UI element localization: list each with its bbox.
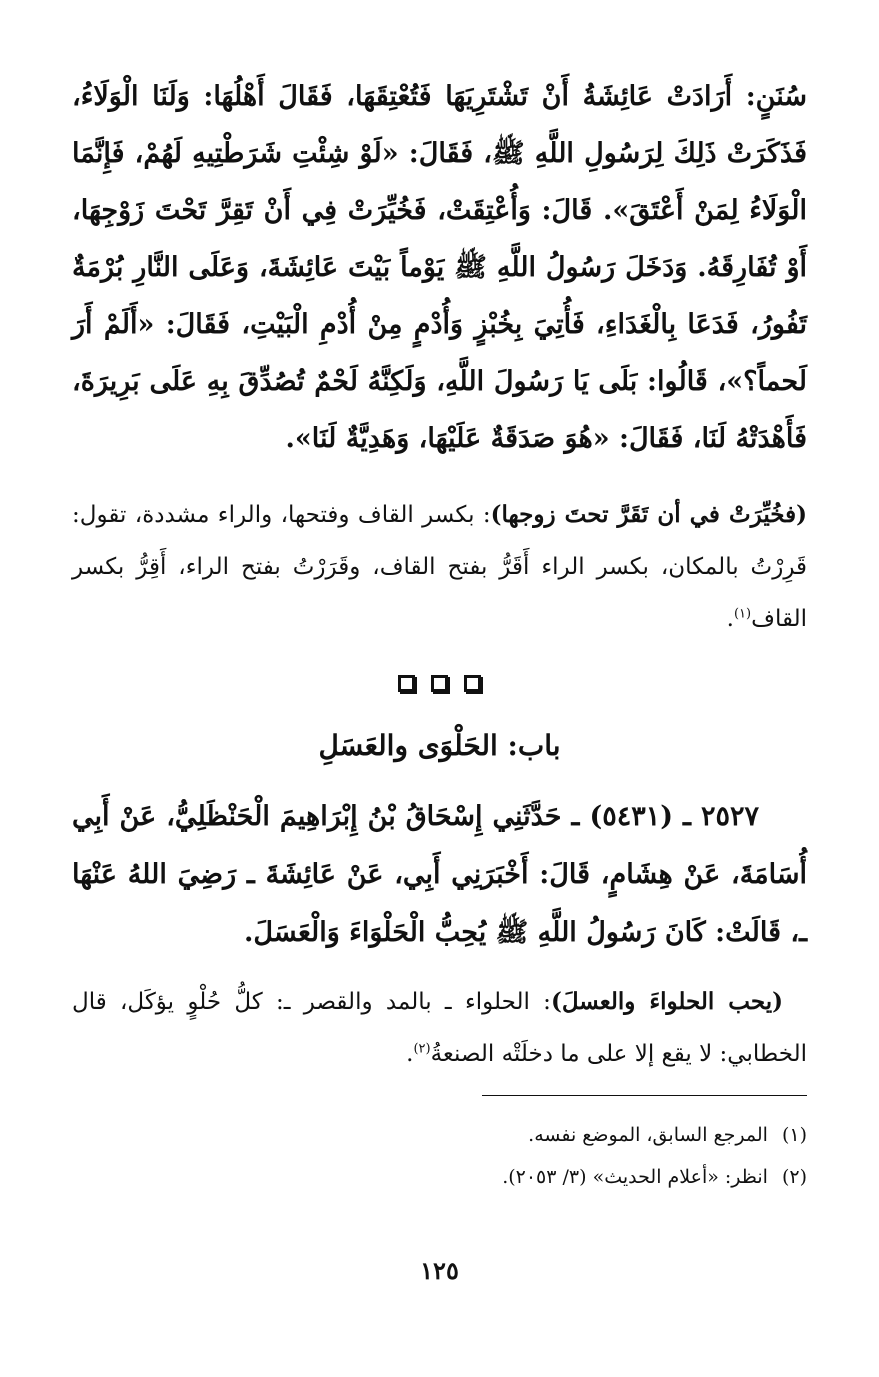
footnote-reference[interactable]: (٢) bbox=[413, 1041, 431, 1057]
footnote-item bbox=[72, 1114, 807, 1156]
commentary-end: . bbox=[726, 606, 734, 632]
footnote-divider bbox=[482, 1095, 807, 1096]
footnote-reference[interactable]: (١) bbox=[733, 606, 752, 622]
hadith-text: ٢٥٢٧ ـ (٥٤٣١) ـ حَدَّثَنِي إِسْحَاقُ بْنُ إِبْرَاهِيمَ الْحَنْظَلِيُّ، عَنْ أَبِي أُسَامَةَ، عَنْ هِشَامٍ، قَالَ: أَخْبَرَنِي أَبِي، عَنْ عَائِشَةَ ـ رَضِيَ اللهُ عَنْهَا ـ، قَالَتْ: كَانَ رَسُولُ اللَّهِ ﷺ يُحِبُّ الْحَلْوَاءَ وَالْعَسَلَ. bbox=[72, 801, 807, 948]
commentary-text: : بكسر القاف وفتحها، والراء مشددة، تقول: قَرِرْتُ بالمكان، بكسر الراء أَقَرُّ بفتح القاف، وقَرَرْتُ بفتح الراء، أَقِرُّ بكسر القاف bbox=[72, 502, 807, 632]
square-ornament-icon bbox=[431, 675, 448, 692]
commentary-end: . bbox=[406, 1041, 414, 1067]
commentary-text: : الحلواء ـ بالمد والقصر ـ: كلُّ حُلْوٍ يؤكَل، قال الخطابي: لا يقع إلا على ما دخلَتْه الصنعةُ bbox=[72, 989, 807, 1067]
square-ornament-icon bbox=[398, 675, 415, 692]
footnote-text: المرجع السابق، الموضع نفسه. bbox=[528, 1124, 768, 1146]
square-ornament-icon bbox=[464, 675, 481, 692]
hadith-continuation: سُنَنٍ: أَرَادَتْ عَائِشَةُ أَنْ تَشْتَرِيَهَا فَتُعْتِقَهَا، فَقَالَ أَهْلُهَا: وَلَنَا الْوَلَاءُ، فَذَكَرَتْ ذَلِكَ لِرَسُولِ اللَّهِ ﷺ، فَقَالَ: «لَوْ شِئْتِ شَرَطْتِيهِ لَهُمْ، فَإِنَّمَا الْوَلَاءُ لِمَنْ أَعْتَقَ». قَالَ: وَأُعْتِقَتْ، فَخُيِّرَتْ فِي أَنْ تَقِرَّ تَحْتَ زَوْجِهَا، أَوْ تُفَارِقَهُ. وَدَخَلَ رَسُولُ اللَّهِ ﷺ يَوْماً بَيْتَ عَائِشَةَ، وَعَلَى النَّارِ بُرْمَةٌ تَفُورُ، فَدَعَا بِالْغَدَاءِ، فَأُتِيَ بِخُبْزٍ وَأُدْمٍ مِنْ أُدْمِ الْبَيْتِ، فَقَالَ: «أَلَمْ أَرَ لَحماً؟»، قَالُوا: بَلَى يَا رَسُولَ اللَّهِ، وَلَكِنَّهُ لَحْمٌ تُصُدِّقَ بِهِ عَلَى بَرِيرَةَ، فَأَهْدَتْهُ لَنَا، فَقَالَ: «هُوَ صَدَقَةٌ عَلَيْهَا، وَهَدِيَّةٌ لَنَا». bbox=[72, 81, 807, 454]
footnote-item bbox=[72, 1156, 807, 1198]
footnote-number: (٢) bbox=[781, 1166, 807, 1188]
footnote-text: انظر: «أعلام الحديث» (٣/ ٢٠٥٣). bbox=[502, 1166, 768, 1188]
footnote-number: (١) bbox=[781, 1124, 807, 1146]
commentary-paragraph bbox=[72, 489, 807, 645]
chapter-title: باب: الحَلْوَى والعَسَلِ bbox=[318, 729, 561, 762]
footnotes bbox=[72, 1114, 807, 1198]
commentary-lemma: (فخُيِّرَتْ في أن تَقَرَّ تحتَ زوجها) bbox=[490, 501, 807, 528]
book-page bbox=[72, 68, 807, 1338]
section-separator bbox=[72, 675, 807, 692]
page-number: ١٢٥ bbox=[420, 1256, 459, 1285]
commentary-paragraph bbox=[72, 976, 807, 1080]
commentary-lemma: (يحب الحلواءَ والعسلَ) bbox=[550, 988, 783, 1015]
